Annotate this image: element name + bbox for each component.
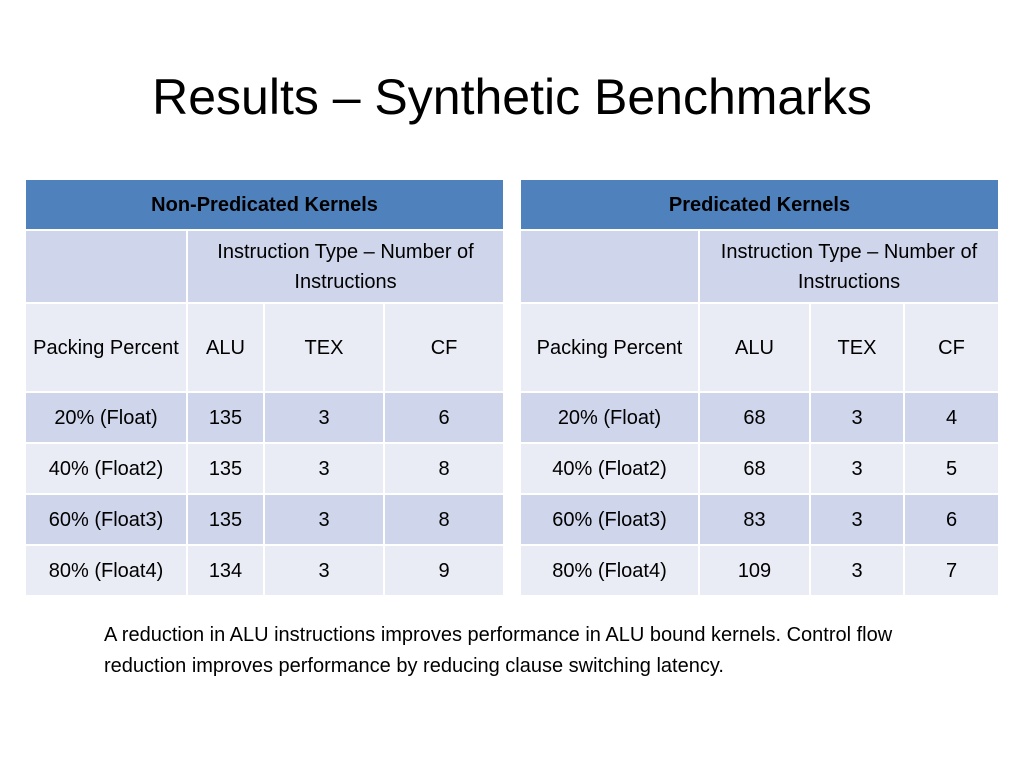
table-cell: 5 [905, 444, 998, 495]
table-cell: 80% (Float4) [521, 546, 700, 595]
table-cell: 3 [811, 495, 905, 546]
column-header-cf: CF [905, 304, 998, 393]
predicated-table [521, 180, 998, 595]
table-cell: 3 [811, 546, 905, 595]
slide-title: Results – Synthetic Benchmarks [152, 69, 872, 125]
table-cell: 3 [265, 546, 385, 595]
table-cell: 20% (Float) [521, 393, 700, 444]
table-cell: 6 [385, 393, 503, 444]
table-cell: 3 [811, 393, 905, 444]
table-cell: 135 [188, 393, 265, 444]
column-header-tex: TEX [811, 304, 905, 393]
empty-corner-cell [26, 231, 188, 304]
table-cell: 6 [905, 495, 998, 546]
table-cell: 135 [188, 495, 265, 546]
group-header: Instruction Type – Number of Instructions [188, 231, 503, 304]
table-cell: 134 [188, 546, 265, 595]
table-cell: 40% (Float2) [26, 444, 188, 495]
table-cell: 7 [905, 546, 998, 595]
group-header: Instruction Type – Number of Instructions [700, 231, 998, 304]
table-cell: 80% (Float4) [26, 546, 188, 595]
column-header-alu: ALU [188, 304, 265, 393]
column-header-packing: Packing Percent [26, 304, 188, 393]
table-cell: 3 [811, 444, 905, 495]
table-cell: 40% (Float2) [521, 444, 700, 495]
column-header-packing: Packing Percent [521, 304, 700, 393]
table-cell: 3 [265, 393, 385, 444]
non-predicated-table [26, 180, 503, 595]
column-header-alu: ALU [700, 304, 811, 393]
table-cell: 9 [385, 546, 503, 595]
table-heading: Non-Predicated Kernels [26, 180, 503, 231]
column-header-cf: CF [385, 304, 503, 393]
column-header-tex: TEX [265, 304, 385, 393]
table-cell: 83 [700, 495, 811, 546]
table-cell: 60% (Float3) [521, 495, 700, 546]
caption-text: A reduction in ALU instructions improves performance in ALU bound kernels. Control flow reduction improves performance by reducing clause switching latency. [104, 624, 893, 677]
table-cell: 4 [905, 393, 998, 444]
table-cell: 8 [385, 444, 503, 495]
table-cell: 68 [700, 393, 811, 444]
empty-corner-cell [521, 231, 700, 304]
table-cell: 3 [265, 444, 385, 495]
table-cell: 8 [385, 495, 503, 546]
table-cell: 109 [700, 546, 811, 595]
table-cell: 68 [700, 444, 811, 495]
table-heading: Predicated Kernels [521, 180, 998, 231]
table-cell: 60% (Float3) [26, 495, 188, 546]
table-cell: 135 [188, 444, 265, 495]
table-cell: 20% (Float) [26, 393, 188, 444]
table-cell: 3 [265, 495, 385, 546]
